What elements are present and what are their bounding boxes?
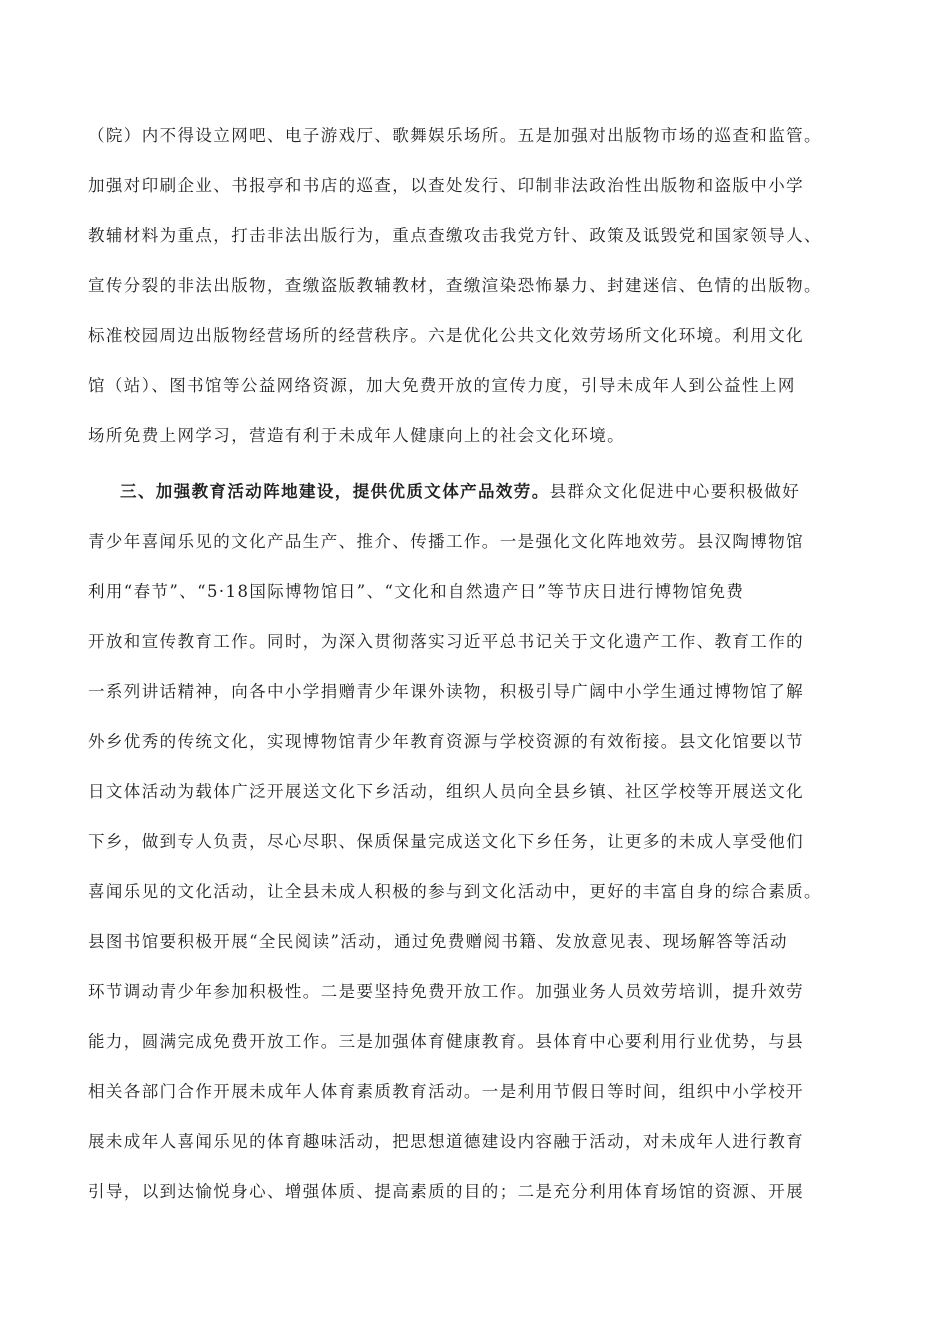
text-line: 外乡优秀的传统文化，实现博物馆青少年教育资源与学校资源的有效衔接。县文化馆要以节	[88, 732, 804, 751]
text-line: 相关各部门合作开展未成年人体育素质教育活动。一是利用节假日等时间，组织中小学校开	[88, 1082, 804, 1101]
text-line: 标准校园周边出版物经营场所的经营秩序。六是优化公共文化效劳场所文化环境。利用文化	[88, 326, 804, 345]
text-line: 环节调动青少年参加积极性。二是要坚持免费开放工作。加强业务人员效劳培训，提升效劳	[88, 982, 804, 1001]
section-heading: 三、加强教育活动阵地建设，提供优质文体产品效劳。	[120, 482, 550, 501]
text-line: 场所免费上网学习，营造有利于未成年人健康向上的社会文化环境。	[88, 426, 625, 445]
text-line: 一系列讲话精神，向各中小学捐赠青少年课外读物，积极引导广阔中小学生通过博物馆了解	[88, 682, 804, 701]
text-line: 青少年喜闻乐见的文化产品生产、推介、传播工作。一是强化文化阵地效劳。县汉陶博物馆	[88, 532, 804, 551]
text-line: 日文体活动为载体广泛开展送文化下乡活动，组织人员向全县乡镇、社区学校等开展送文化	[88, 782, 804, 801]
text-line: 下乡，做到专人负责，尽心尽职、保质保量完成送文化下乡任务，让更多的未成人享受他们	[88, 832, 804, 851]
text-line: 引导，以到达愉悦身心、增强体质、提高素质的目的；二是充分利用体育场馆的资源、开展	[88, 1182, 804, 1201]
text-line: 能力，圆满完成免费开放工作。三是加强体育健康教育。县体育中心要利用行业优势，与县	[88, 1032, 804, 1051]
text-line: 展未成年人喜闻乐见的体育趣味活动，把思想道德建设内容融于活动，对未成年人进行教育	[88, 1132, 804, 1151]
text-line: 教辅材料为重点，打击非法出版行为，重点查缴攻击我党方针、政策及诋毁党和国家领导人、	[88, 226, 822, 245]
text-line: （院）内不得设立网吧、电子游戏厅、歌舞娱乐场所。五是加强对出版物市场的巡查和监管。	[88, 126, 822, 145]
section-heading-line	[120, 479, 878, 505]
text-line: 县图书馆要积极开展“全民阅读”活动，通过免费赠阅书籍、发放意见表、现场解答等活动	[88, 932, 788, 951]
text-line: 利用“春节”、“5·18国际博物馆日”、“文化和自然遗产日”等节庆日进行博物馆免费	[88, 582, 745, 601]
text-span: 县群众文化促进中心要积极做好	[549, 482, 801, 501]
text-line: 宣传分裂的非法出版物，查缴盗版教辅教材，查缴渲染恐怖暴力、封建迷信、色情的出版物。	[88, 276, 822, 295]
text-line: 开放和宣传教育工作。同时，为深入贯彻落实习近平总书记关于文化遗产工作、教育工作的	[88, 632, 804, 651]
text-line: 加强对印刷企业、书报亭和书店的巡查，以查处发行、印制非法政治性出版物和盗版中小学	[88, 176, 804, 195]
text-line: 馆（站）、图书馆等公益网络资源，加大免费开放的宣传力度，引导未成年人到公益性上网	[88, 376, 796, 395]
text-line: 喜闻乐见的文化活动，让全县未成人积极的参与到文化活动中，更好的丰富自身的综合素质。	[88, 882, 822, 901]
